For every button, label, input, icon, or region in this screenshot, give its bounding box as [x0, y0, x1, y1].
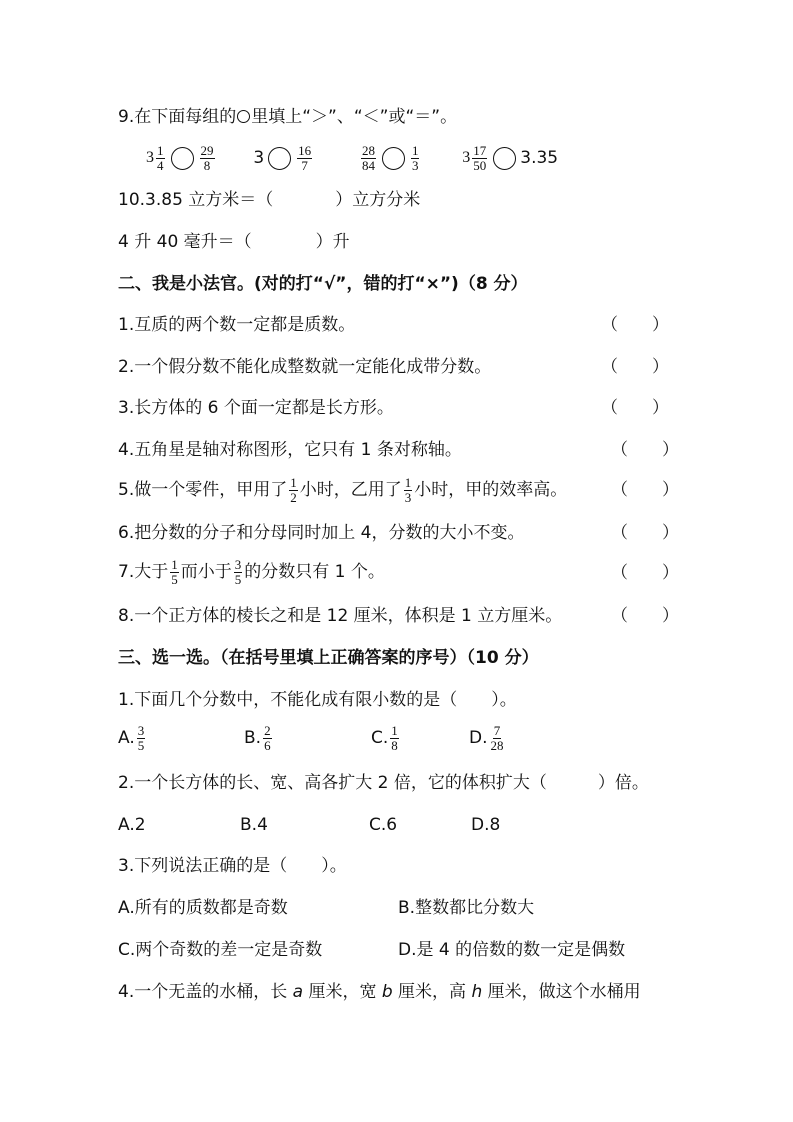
- answer-paren[interactable]: （ ）: [601, 398, 669, 418]
- option-a[interactable]: A.2: [118, 815, 146, 835]
- answer-circle[interactable]: [268, 147, 291, 170]
- answer-paren[interactable]: （ ）: [601, 315, 669, 335]
- option-d[interactable]: D.是 4 的倍数的数一定是偶数: [398, 940, 626, 960]
- answer-paren[interactable]: （ ）: [611, 563, 679, 583]
- answer-circle[interactable]: [493, 147, 516, 170]
- compare-item-2: 3 $\frac{16}{7}$: [253, 142, 312, 173]
- fraction: $\frac{1}{8}$: [391, 722, 398, 753]
- q10-line-2: 4 升 40 毫升＝（ ）升: [118, 232, 350, 252]
- judge-item-3: 3.长方体的 6 个面一定都是长方形。: [118, 398, 394, 418]
- option-b[interactable]: B. $\frac{2}{6}$: [244, 722, 271, 753]
- q10-line-1: 10.3.85 立方米＝（ ）立方分米: [118, 190, 421, 210]
- option-b[interactable]: B.4: [240, 815, 268, 835]
- answer-circle[interactable]: [171, 147, 194, 170]
- answer-paren[interactable]: （ ）: [611, 523, 679, 543]
- fraction: $\frac{3}{5}$: [234, 556, 242, 587]
- choice-q4: 4.一个无盖的水桶，长 a 厘米，宽 b 厘米，高 h 厘米，做这个水桶用: [118, 982, 641, 1002]
- option-d[interactable]: D.8: [471, 815, 501, 835]
- choice-q3: 3.下列说法正确的是（ ）。: [118, 856, 347, 876]
- option-d[interactable]: D. $\frac{7}{28}$: [469, 722, 504, 753]
- answer-paren[interactable]: （ ）: [601, 357, 669, 377]
- fraction: $\frac{28}{84}$: [361, 142, 375, 173]
- answer-circle[interactable]: [382, 147, 405, 170]
- judge-item-4: 4.五角星是轴对称图形，它只有 1 条对称轴。: [118, 440, 462, 460]
- judge-item-2: 2.一个假分数不能化成整数就一定能化成带分数。: [118, 357, 492, 377]
- fraction: $\frac{3}{5}$: [137, 722, 145, 753]
- fraction: $\frac{1}{3}$: [404, 474, 412, 505]
- fraction: $\frac{7}{28}$: [490, 722, 504, 753]
- choice-q1: 1.下面几个分数中，不能化成有限小数的是（ ）。: [118, 690, 517, 710]
- judge-item-5: 5.做一个零件，甲用了 $\frac{1}{2}$ 小时，乙用了 $\frac{1}{3}$ 小时，甲的效率高。: [118, 474, 568, 505]
- fraction: $\frac{2}{6}$: [264, 722, 271, 753]
- fraction: $\frac{29}{8}$: [200, 142, 214, 173]
- compare-item-3: [359, 142, 427, 173]
- section-3-title: 三、选一选。（在括号里填上正确答案的序号）（10 分）: [118, 648, 539, 668]
- fraction: $\frac{17}{50}$: [473, 142, 487, 173]
- judge-item-8: 8.一个正方体的棱长之和是 12 厘米，体积是 1 立方厘米。: [118, 606, 563, 626]
- fraction: $\frac{16}{7}$: [298, 142, 312, 173]
- choice-q2: 2.一个长方体的长、宽、高各扩大 2 倍，它的体积扩大（ ）倍。: [118, 773, 649, 793]
- option-c[interactable]: C.6: [369, 815, 398, 835]
- fraction: $\frac{1}{4}$: [157, 142, 164, 173]
- answer-paren[interactable]: （ ）: [611, 606, 679, 626]
- judge-item-1: 1.互质的两个数一定都是质数。: [118, 315, 356, 335]
- q9-comparisons: [146, 140, 558, 176]
- q9-instruction: 9.在下面每组的 里填上“＞”、“＜”或“＝”。: [118, 107, 458, 127]
- option-a[interactable]: A. $\frac{3}{5}$: [118, 722, 145, 753]
- fraction: $\frac{1}{3}$: [411, 142, 419, 173]
- option-a[interactable]: A.所有的质数都是奇数: [118, 898, 288, 918]
- compare-item-1: 3 $\frac{1}{4}$ $\frac{29}{8}$: [146, 142, 214, 173]
- compare-item-4: 3 $\frac{17}{50}$ 3.35: [462, 142, 559, 173]
- judge-item-7: 7.大于 $\frac{1}{5}$ 而小于 $\frac{3}{5}$ 的分数只有 1 个。: [118, 556, 385, 587]
- answer-paren[interactable]: （ ）: [611, 480, 679, 500]
- option-c[interactable]: C. $\frac{1}{8}$: [371, 722, 398, 753]
- answer-paren[interactable]: （ ）: [611, 440, 679, 460]
- fraction: $\frac{1}{2}$: [290, 474, 297, 505]
- section-2-title: 二、我是小法官。(对的打“√”，错的打“×”)（8 分）: [118, 274, 528, 294]
- option-c[interactable]: C.两个奇数的差一定是奇数: [118, 940, 323, 960]
- judge-item-6: 6.把分数的分子和分母同时加上 4，分数的大小不变。: [118, 523, 525, 543]
- circle-icon: [237, 110, 250, 123]
- option-b[interactable]: B.整数都比分数大: [398, 898, 535, 918]
- fraction: $\frac{1}{5}$: [171, 556, 178, 587]
